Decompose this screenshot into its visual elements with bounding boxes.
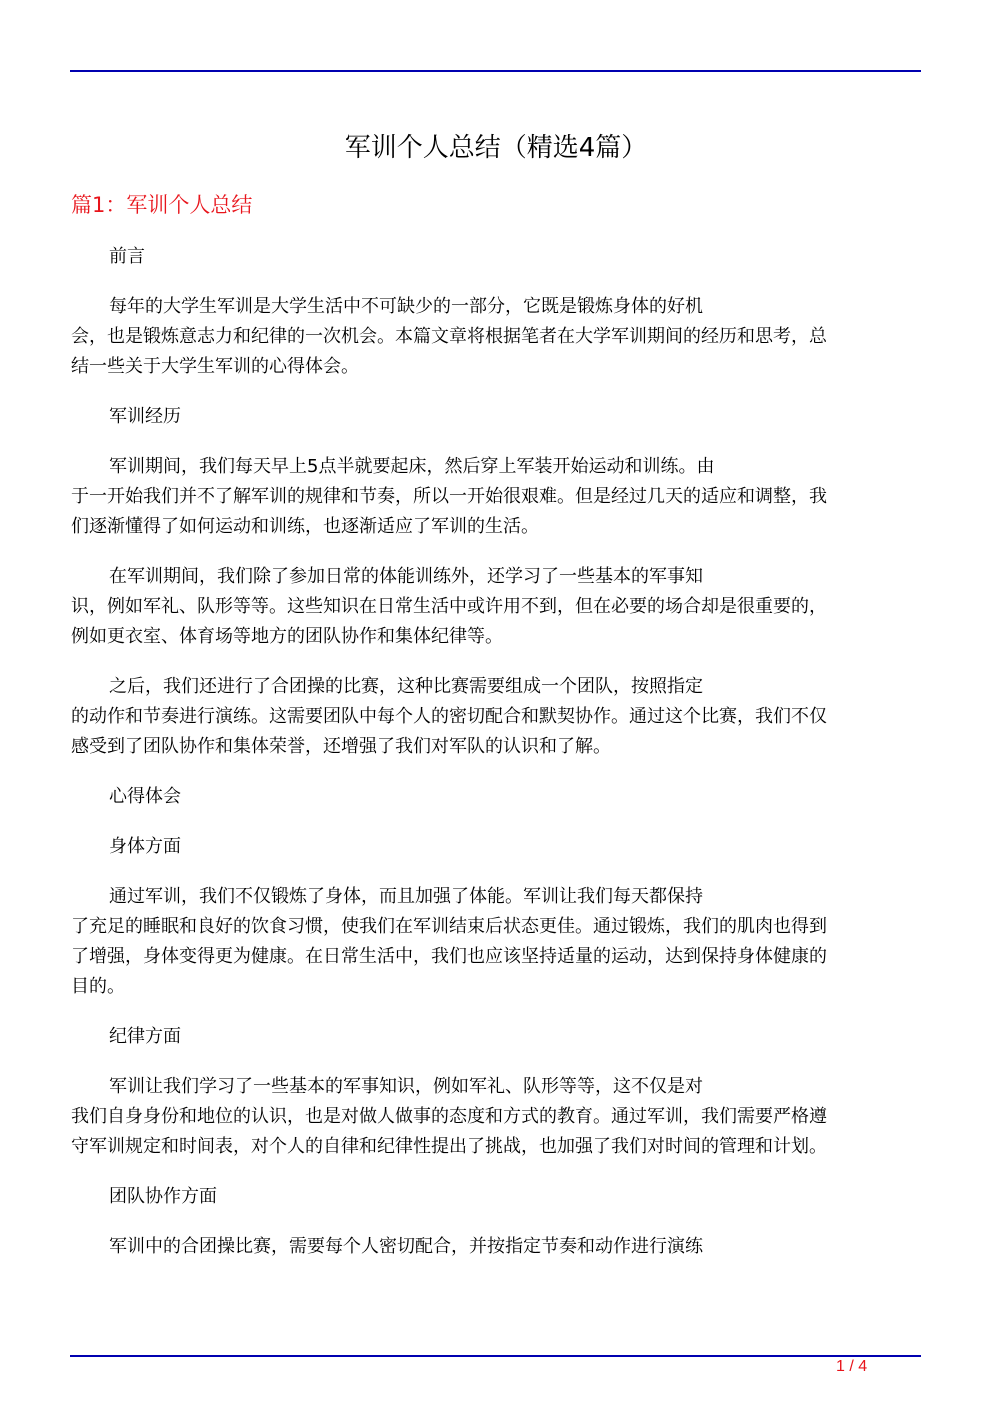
text-line: 团队协作方面 <box>109 1186 217 1207</box>
section-heading: 篇1：军训个人总结 <box>71 193 253 217</box>
paragraph <box>71 452 921 542</box>
text-line: 我们自身身份和地位的认识，也是对做人做事的态度和方式的教育。通过军训，我们需要严格遵 <box>71 1106 827 1127</box>
subheading <box>71 242 921 272</box>
paragraph <box>71 882 921 1002</box>
text-line: 身体方面 <box>109 836 181 857</box>
text-line: 们逐渐懂得了如何运动和训练，也逐渐适应了军训的生活。 <box>71 516 539 537</box>
text-line: 通过军训，我们不仅锻炼了身体，而且加强了体能。军训让我们每天都保持 <box>109 886 703 907</box>
text-line: 军训中的合团操比赛，需要每个人密切配合，并按指定节奏和动作进行演练 <box>109 1236 703 1257</box>
subheading <box>71 1022 921 1052</box>
text-line: 每年的大学生军训是大学生活中不可缺少的一部分，它既是锻炼身体的好机 <box>109 296 703 317</box>
document-title: 军训个人总结（精选4篇） <box>344 133 648 163</box>
paragraph <box>71 562 921 652</box>
text-line: 之后，我们还进行了合团操的比赛，这种比赛需要组成一个团队，按照指定 <box>109 676 703 697</box>
text-line: 军训让我们学习了一些基本的军事知识，例如军礼、队形等等，这不仅是对 <box>109 1076 703 1097</box>
text-line: 感受到了团队协作和集体荣誉，还增强了我们对军队的认识和了解。 <box>71 736 611 757</box>
document-body <box>71 242 921 1282</box>
paragraph <box>71 1232 921 1262</box>
text-line: 守军训规定和时间表，对个人的自律和纪律性提出了挑战，也加强了我们对时间的管理和计划。 <box>71 1136 827 1157</box>
page-number: 1 / 4 <box>836 1358 868 1375</box>
text-line: 的动作和节奏进行演练。这需要团队中每个人的密切配合和默契协作。通过这个比赛，我们不仅 <box>71 706 827 727</box>
paragraph <box>71 1072 921 1162</box>
text-line: 例如更衣室、体育场等地方的团队协作和集体纪律等。 <box>71 626 503 647</box>
subheading <box>71 782 921 812</box>
text-line: 心得体会 <box>109 786 181 807</box>
text-line: 前言 <box>109 246 145 267</box>
footer-rule <box>70 1355 921 1357</box>
paragraph <box>71 292 921 382</box>
paragraph <box>71 672 921 762</box>
text-line: 识，例如军礼、队形等等。这些知识在日常生活中或许用不到，但在必要的场合却是很重要的， <box>71 596 827 617</box>
subheading <box>71 1182 921 1212</box>
text-line: 军训期间，我们每天早上5点半就要起床，然后穿上军装开始运动和训练。由 <box>109 456 715 477</box>
text-line: 了增强，身体变得更为健康。在日常生活中，我们也应该坚持适量的运动，达到保持身体健康的 <box>71 946 827 967</box>
subheading <box>71 402 921 432</box>
text-line: 了充足的睡眠和良好的饮食习惯，使我们在军训结束后状态更佳。通过锻炼，我们的肌肉也得到 <box>71 916 827 937</box>
text-line: 军训经历 <box>109 406 181 427</box>
text-line: 目的。 <box>71 976 125 997</box>
text-line: 结一些关于大学生军训的心得体会。 <box>71 356 359 377</box>
subheading <box>71 832 921 862</box>
text-line: 会，也是锻炼意志力和纪律的一次机会。本篇文章将根据笔者在大学军训期间的经历和思考，总 <box>71 326 827 347</box>
header-rule <box>70 70 921 72</box>
text-line: 于一开始我们并不了解军训的规律和节奏，所以一开始很艰难。但是经过几天的适应和调整，我 <box>71 486 827 507</box>
text-line: 纪律方面 <box>109 1026 181 1047</box>
text-line: 在军训期间，我们除了参加日常的体能训练外，还学习了一些基本的军事知 <box>109 566 703 587</box>
